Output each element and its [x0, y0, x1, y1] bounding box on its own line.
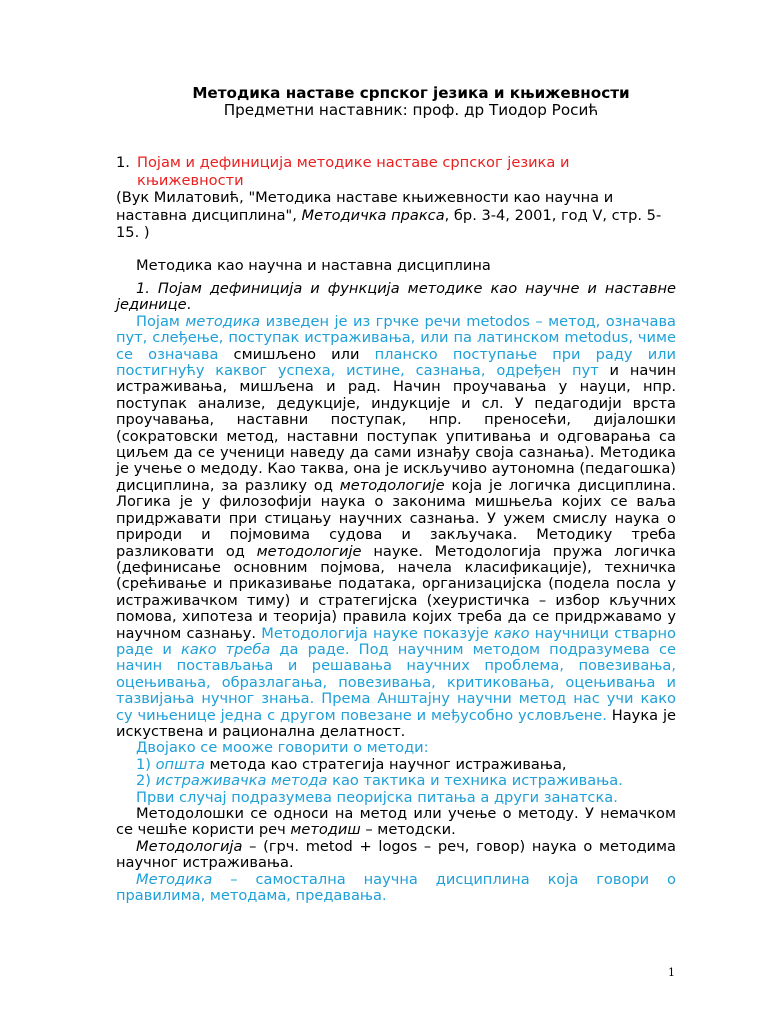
text-run: да раде. Под научним методом подразумева се начин постављања и решавања научних проблема, повезивања, оцењивања, образлагања, повезивања, критиковања, оцењивања и тазвијања нучног знања. Према Анштајну научни метод нас учи како су чињенице једна с другом повезане и међусобно условљене.: [116, 640, 676, 724]
text-run: како треба: [181, 640, 271, 658]
paragraph-3: [116, 806, 676, 839]
text-run: која је логичка дисциплина. Логика је у филозофији наука о законима мишњеља којих се ваља придржавати при стицању научних сазнања. У ужем смислу наука о природи и појмовима судова и закључака. Методику треба разликовати од: [116, 476, 676, 560]
text-run: Методика: [136, 870, 213, 888]
list-text: као тактика и техника истраживања.: [327, 772, 623, 790]
text-run: методологије: [339, 476, 445, 494]
page-number: 1: [668, 966, 675, 979]
document-title: Методика наставе српског језика и књижевности: [192, 84, 630, 102]
text-run: Методологија науке показује: [261, 624, 494, 642]
section-number: 1.: [116, 154, 130, 171]
item-1-text: 1. Појам дефиниција и функција методике као научне и наставне јединице: [116, 280, 676, 314]
text-run: Методологија: [136, 837, 243, 855]
section-heading: Појам и дефиниција методике наставе српског језика и књижевности: [137, 154, 570, 189]
text-run: изведен је из грчке речи metodos – метод, означава пут, слеђење, поступак истраживања, или па латинском metodus, чиме се означава: [116, 312, 676, 363]
reference-part: (Вук Милатовић, "Методика наставе књижевности као научна и наставна дисциплина",: [116, 189, 614, 224]
text-run: и начин истраживања, мишљена и рад. Начин проучавања у науци, нпр. поступак анализе, дедукције, индукције и сл. У педагодији врста проучавања, наставни поступак, нпр. преносећи, дијалошки (сократовски метод, наставни поступак упитивања и одговарања са циљем да се ученици наведу да сами изнађу своја сазнања). Методика је учење о медоду. Као таква, она је искључиво аутономна (педагошка) дисциплина, за разлику од: [116, 362, 676, 494]
item-1-heading: [116, 281, 676, 314]
text-run: научници стварно раде и: [116, 624, 676, 658]
reference-journal: Методичка пракса: [301, 206, 445, 224]
body-text: [116, 281, 676, 904]
section-1: [116, 154, 676, 242]
text-run: – (грч. metod + logos – реч, говор) наука о методима научног истраживања.: [116, 837, 676, 872]
paragraph-5: [116, 872, 676, 905]
text-run: Наука је искуствена и рационална делатност.: [116, 706, 676, 740]
text-run: науке. Методологија пружа логичка (дефинисање основним појмова, начела класификације), техничка (срећивање и приказивање података, организацијска (подела посла у истраживачком тиму) и стратегијска (хеуристичка – избор кључних помова, хипотеза и теорија) правила којих треба да се придржавамо у научном сазнању.: [116, 542, 676, 642]
list-text: метода као стратегија научног истраживања,: [204, 755, 567, 773]
paragraph-2-intro: Двојако се мооже говорити о методи:: [136, 739, 429, 757]
text-run: методика: [185, 312, 261, 330]
list-item-2: [116, 773, 676, 789]
document-subtitle: Предметни наставник: проф. др Тиодор Росић: [223, 101, 599, 119]
text-run: методиш: [290, 821, 361, 839]
list-marker: 1): [136, 755, 156, 773]
text-run: планско поступање при раду или постигнућу каквог успеха, истине, сазнања, одређен пут: [116, 345, 676, 380]
text-run: како: [494, 624, 530, 642]
paragraph-4: [116, 839, 676, 872]
list-marker: 2): [136, 772, 156, 790]
reference-part: , бр. 3-4, 2001, год V, стр. 5-15. ): [116, 206, 662, 241]
paragraph-2-note: Први случај подразумева пеоријска питања а други занатска.: [136, 788, 618, 806]
text-run: Појам: [136, 312, 186, 330]
paragraph-1: [116, 314, 676, 741]
item-1-end: .: [186, 296, 192, 314]
list-item-1: [116, 757, 676, 773]
subheading: Методика као научна и наставна дисциплина: [136, 257, 491, 274]
reference: [116, 189, 676, 242]
text-run: методологије: [256, 542, 362, 560]
text-run: – методски.: [360, 821, 456, 839]
text-run: – самостална научна дисциплина која говори о правилима, методама, предавања.: [116, 870, 676, 905]
text-run: Методолошки се односи на метод или учење о методу. У немачком се чешће користи реч: [116, 805, 676, 839]
text-run: смишљено или: [218, 345, 375, 363]
list-term: општа: [155, 755, 205, 773]
list-term: истраживачка метода: [155, 772, 328, 790]
